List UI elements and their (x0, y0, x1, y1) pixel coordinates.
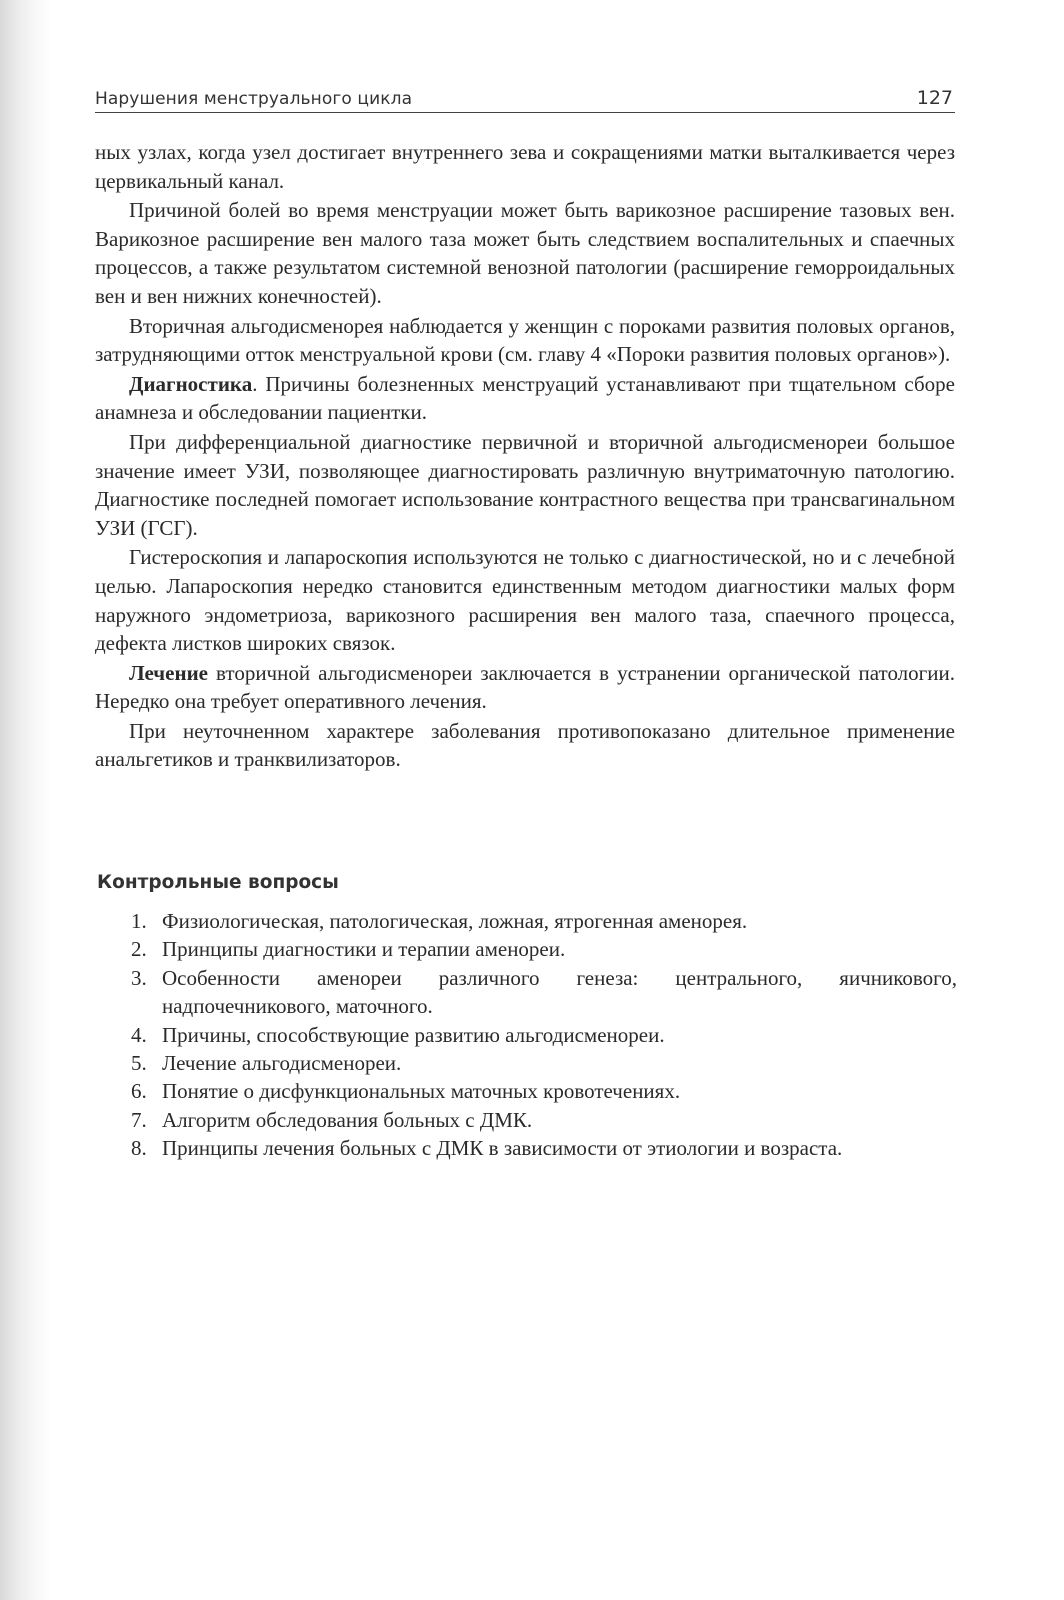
paragraph: При дифференциальной диагностике первичной и вторичной альгодисменореи большое значение имеет УЗИ, позволяющее диагностировать различную внутриматочную патологию. Диагностике последней помогает использование контрастного вещества при трансвагинальном УЗИ (ГСГ). (95, 429, 955, 540)
item-text: Понятие о дисфункциональных маточных кровотечениях. (162, 1079, 681, 1104)
paragraph: Диагностика. Причины болезненных менструаций устанавливают при тщательном сборе анамнеза и обследовании пациентки. (95, 371, 955, 425)
item-text: Особенности аменореи различного генеза: центрального, яичникового, надпочечникового, маточного. (162, 965, 957, 1019)
list-item (131, 935, 957, 963)
page-header (95, 82, 955, 113)
paragraph: Гистероскопия и лапароскопия используются не только с диагностической, но и с лечебной целью. Лапароскопия нередко становится единственным методом диагностики малых форм наружного эндометриоза, варикозного расширения вен малого таза, спаечного процесса, дефекта листков широких связок. (95, 545, 955, 656)
list-item (131, 1077, 957, 1105)
page-number: 127 (916, 87, 953, 109)
item-number: 1. (131, 909, 147, 933)
item-number: 6. (131, 1079, 147, 1104)
paragraph: ных узлах, когда узел достигает внутреннего зева и сокращениями матки выталкивается через цервикальный канал. (95, 140, 955, 193)
paragraph: Лечение вторичной альгодисменореи заключается в устранении органической патологии. Нередко она требует оперативного лечения. (95, 660, 955, 714)
item-number: 3. (131, 965, 147, 990)
item-text: Принципы лечения больных с ДМК в зависимости от этиологии и возраста. (162, 1136, 843, 1161)
list-item (131, 1049, 957, 1077)
item-number: 5. (131, 1051, 147, 1076)
paragraph: Вторичная альгодисменорея наблюдается у женщин с пороками развития половых органов, затрудняющими отток менструальной крови (см. главу 4 «Пороки развития половых органов»). (95, 313, 955, 367)
list-item (131, 1106, 957, 1134)
item-number: 8. (131, 1136, 147, 1161)
bold-term: Диагностика (129, 371, 253, 396)
paragraph: Причиной болей во время менструации может быть варикозное расширение тазовых вен. Варикозное расширение вен малого таза может быть следствием воспалительных и спаечных процессов, а также результатом системной венозной патологии (расширение геморроидальных вен и вен нижних конечностей). (95, 198, 955, 308)
list-item (131, 907, 957, 935)
item-text: Причины, способствующие развитию альгодисменореи. (162, 1022, 665, 1047)
paragraph: При неуточненном характере заболевания противопоказано длительное применение анальгетиков и транквилизаторов. (95, 718, 955, 772)
running-title: Нарушения менструального цикла (95, 89, 413, 109)
item-number: 7. (131, 1107, 147, 1132)
bold-term: Лечение (129, 660, 208, 685)
item-number: 4. (131, 1022, 147, 1047)
list-item (131, 964, 957, 1021)
section-title: Контрольные вопросы (97, 872, 339, 893)
questions-list (131, 907, 957, 1163)
list-item (131, 1134, 957, 1162)
item-text: Принципы диагностики и терапии аменореи. (162, 937, 566, 962)
item-text: Алгоритм обследования больных с ДМК. (162, 1107, 533, 1132)
item-text: Физиологическая, патологическая, ложная, ятрогенная аменорея. (162, 909, 748, 933)
item-text: Лечение альгодисменореи. (162, 1051, 402, 1076)
body-text (95, 138, 955, 775)
list-item (131, 1021, 957, 1049)
item-number: 2. (131, 937, 147, 962)
